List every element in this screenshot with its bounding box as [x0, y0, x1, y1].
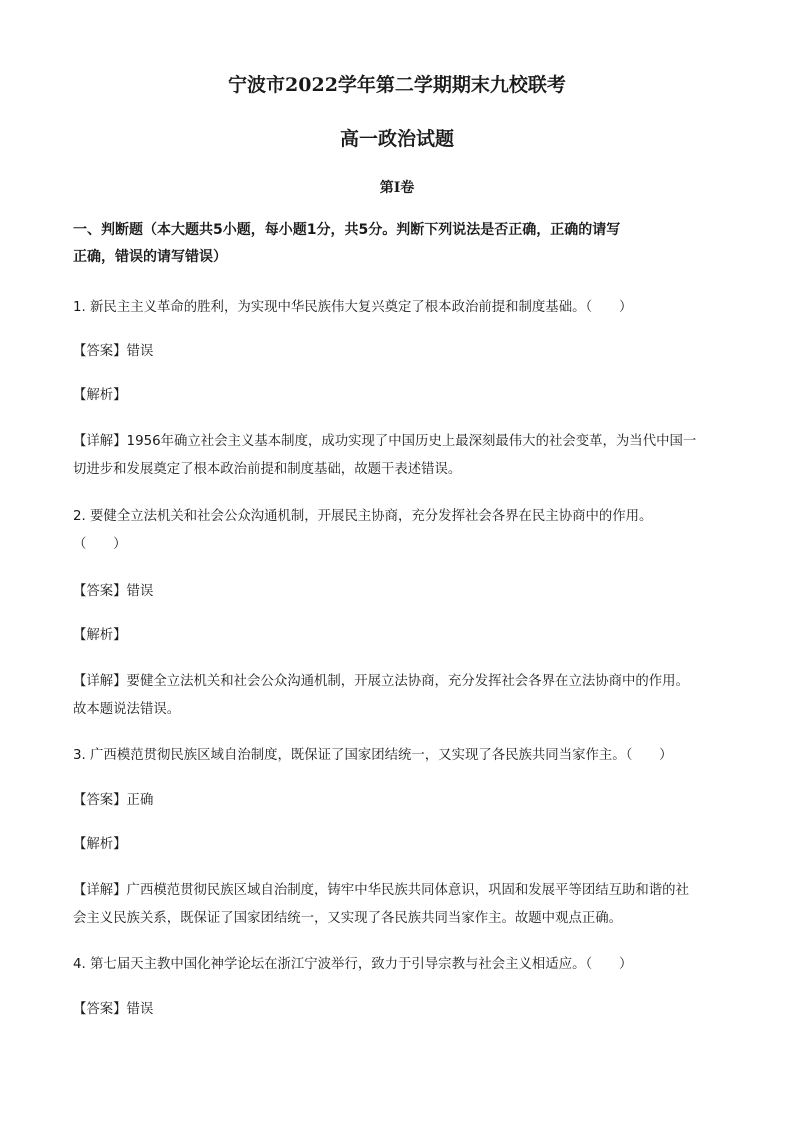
question-1-text: 1. 新民主主义革命的胜利，为实现中华民族伟大复兴奠定了根本政治前提和制度基础。（ ）: [73, 300, 633, 315]
question-1-analysis: 【解析】: [73, 388, 127, 403]
volume-label: 第I卷: [379, 180, 415, 196]
question-4-answer: 【答案】错误: [73, 1002, 154, 1017]
question-1-detail-line1: 【详解】1956年确立社会主义基本制度，成功实现了中国历史上最深刻最伟大的社会变革，为当代中国一: [73, 434, 697, 449]
exam-subtitle: 高一政治试题: [339, 128, 454, 150]
section-heading-line2: 正确，错误的请写错误）: [73, 249, 227, 265]
exam-title: 宁波市2022学年第二学期期末九校联考: [228, 74, 566, 96]
question-1-detail-line2: 切进步和发展奠定了根本政治前提和制度基础，故题干表述错误。: [73, 462, 462, 477]
section-heading: [73, 217, 723, 271]
question-2-detail-line2: 故本题说法错误。: [73, 702, 181, 717]
section-heading-line1: 一、判断题（本大题共5小题，每小题1分，共5分。判断下列说法是否正确，正确的请写: [73, 222, 621, 238]
question-3-text: 3. 广西模范贯彻民族区域自治制度，既保证了国家团结统一，又实现了各民族共同当家作主。（ ）: [73, 748, 673, 763]
question-1-answer: 【答案】错误: [73, 344, 154, 359]
question-3-detail-line2: 会主义民族关系，既保证了国家团结统一，又实现了各民族共同当家作主。故题中观点正确。: [73, 911, 623, 926]
question-3-answer: 【答案】正确: [73, 793, 154, 808]
question-2-analysis: 【解析】: [73, 628, 127, 643]
question-4-text: 4. 第七届天主教中国化神学论坛在浙江宁波举行，致力于引导宗教与社会主义相适应。（ ）: [73, 957, 633, 972]
question-2-text-line2: （ ）: [73, 537, 127, 552]
question-2-answer: 【答案】错误: [73, 584, 154, 599]
question-2-detail-line1: 【详解】要健全立法机关和社会公众沟通机制，开展立法协商，充分发挥社会各界在立法协商中的作用。: [73, 674, 689, 689]
question-2-text: 2. 要健全立法机关和社会公众沟通机制，开展民主协商，充分发挥社会各界在民主协商中的作用。: [73, 509, 653, 524]
question-3-detail-line1: 【详解】广西模范贯彻民族区域自治制度，铸牢中华民族共同体意识，巩固和发展平等团结互助和谐的社: [73, 883, 689, 898]
question-3-analysis: 【解析】: [73, 837, 127, 852]
